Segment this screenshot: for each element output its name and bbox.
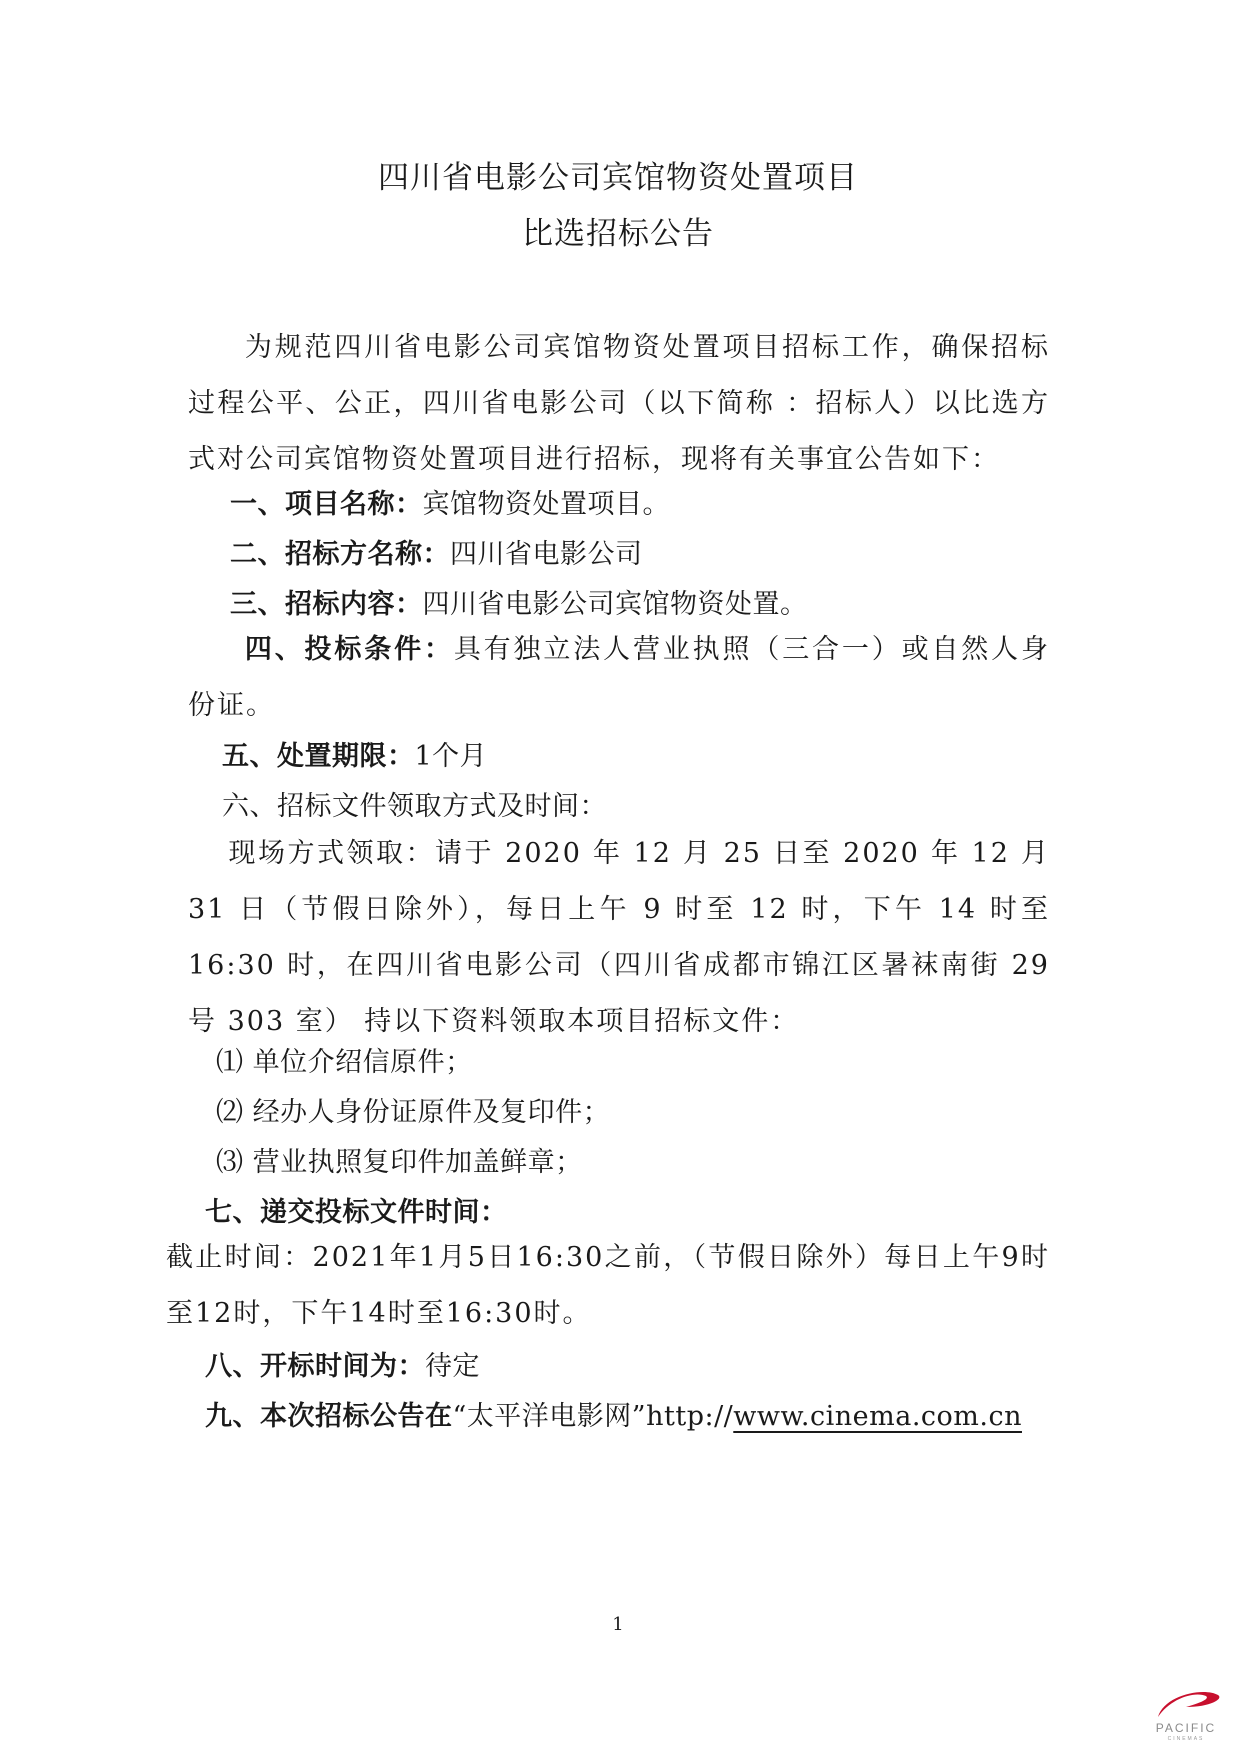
item-tenderer-name-label: 二、招标方名称： [230, 539, 450, 570]
item-document-collection: 六、招标文件领取方式及时间： [222, 791, 607, 822]
page-number: 1 [612, 1614, 624, 1635]
item-bid-opening-time [205, 1344, 480, 1383]
announcement-url-link[interactable]: www.cinema.com.cn [733, 1401, 1022, 1432]
list-item: ⑵ 经办人身份证原件及复印件； [216, 1097, 611, 1128]
item-document-collection-text: 现场方式领取：请于 2020 年 12 月 25 日至 2020 年 12 月 31 日（节假日除外），每日上午 9 时至 12 时，下午 14 时至 16:30 时，在四川省电影公司（四川省成都市锦江区暑袜南街 29 号 303 室） 持以下资料领取本项目招标文件： [188, 838, 1050, 1037]
item-document-collection-detail [188, 826, 1050, 1050]
document-subtitle: 比选招标公告 [522, 216, 714, 252]
item-tenderer-name-value: 四川省电影公司 [450, 539, 643, 570]
document-title: 四川省电影公司宾馆物资处置项目 [378, 160, 858, 196]
item-submission-time: 七、递交投标文件时间： [205, 1197, 508, 1228]
intro-paragraph [188, 320, 1050, 488]
logo-wordmark: PACIFIC [1155, 1721, 1217, 1735]
item-tenderer-name [230, 532, 643, 571]
item-bid-conditions-value: 具有独立法人营业执照（三合一）或自然人身份证。 [188, 634, 1051, 721]
item-announcement-site [205, 1394, 1022, 1433]
list-item: ⑶ 营业执照复印件加盖鲜章； [216, 1147, 583, 1178]
item-announcement-site-value: “太平洋电影网”http:// [452, 1401, 734, 1432]
item-disposal-period-label: 五、处置期限： [222, 741, 415, 772]
item-bid-conditions-label: 四、投标条件： [244, 634, 454, 665]
item-project-name-value: 宾馆物资处置项目。 [422, 489, 670, 520]
item-tender-content-value: 四川省电影公司宾馆物资处置。 [422, 589, 808, 620]
item-project-name [230, 482, 670, 521]
item-bid-opening-time-label: 八、开标时间为： [205, 1351, 425, 1382]
item-project-name-label: 一、项目名称： [230, 489, 423, 520]
item-tender-content-label: 三、招标内容： [230, 589, 423, 620]
item-disposal-period-value: 1个月 [414, 741, 488, 772]
item-tender-content [230, 582, 808, 621]
item-submission-time-detail: 截止时间：2021年1月5日16:30之前，（节假日除外）每日上午9时至12时，下午14时至16:30时。 [166, 1242, 1050, 1329]
logo-subtext: CINEMAS [1167, 1736, 1205, 1742]
pacific-cinemas-logo [1146, 1685, 1226, 1745]
item-announcement-site-label: 九、本次招标公告在 [205, 1401, 453, 1432]
pacific-swoosh-icon [1146, 1685, 1226, 1721]
item-bid-conditions [188, 622, 1050, 734]
intro-text: 为规范四川省电影公司宾馆物资处置项目招标工作，确保招标过程公平、公正，四川省电影公司（以下简称 ：招标人）以比选方式对公司宾馆物资处置项目进行招标，现将有关事宜公告如下： [188, 332, 1050, 475]
item-bid-opening-time-value: 待定 [425, 1351, 480, 1382]
list-item: ⑴ 单位介绍信原件； [216, 1047, 473, 1078]
item-disposal-period [222, 734, 487, 773]
